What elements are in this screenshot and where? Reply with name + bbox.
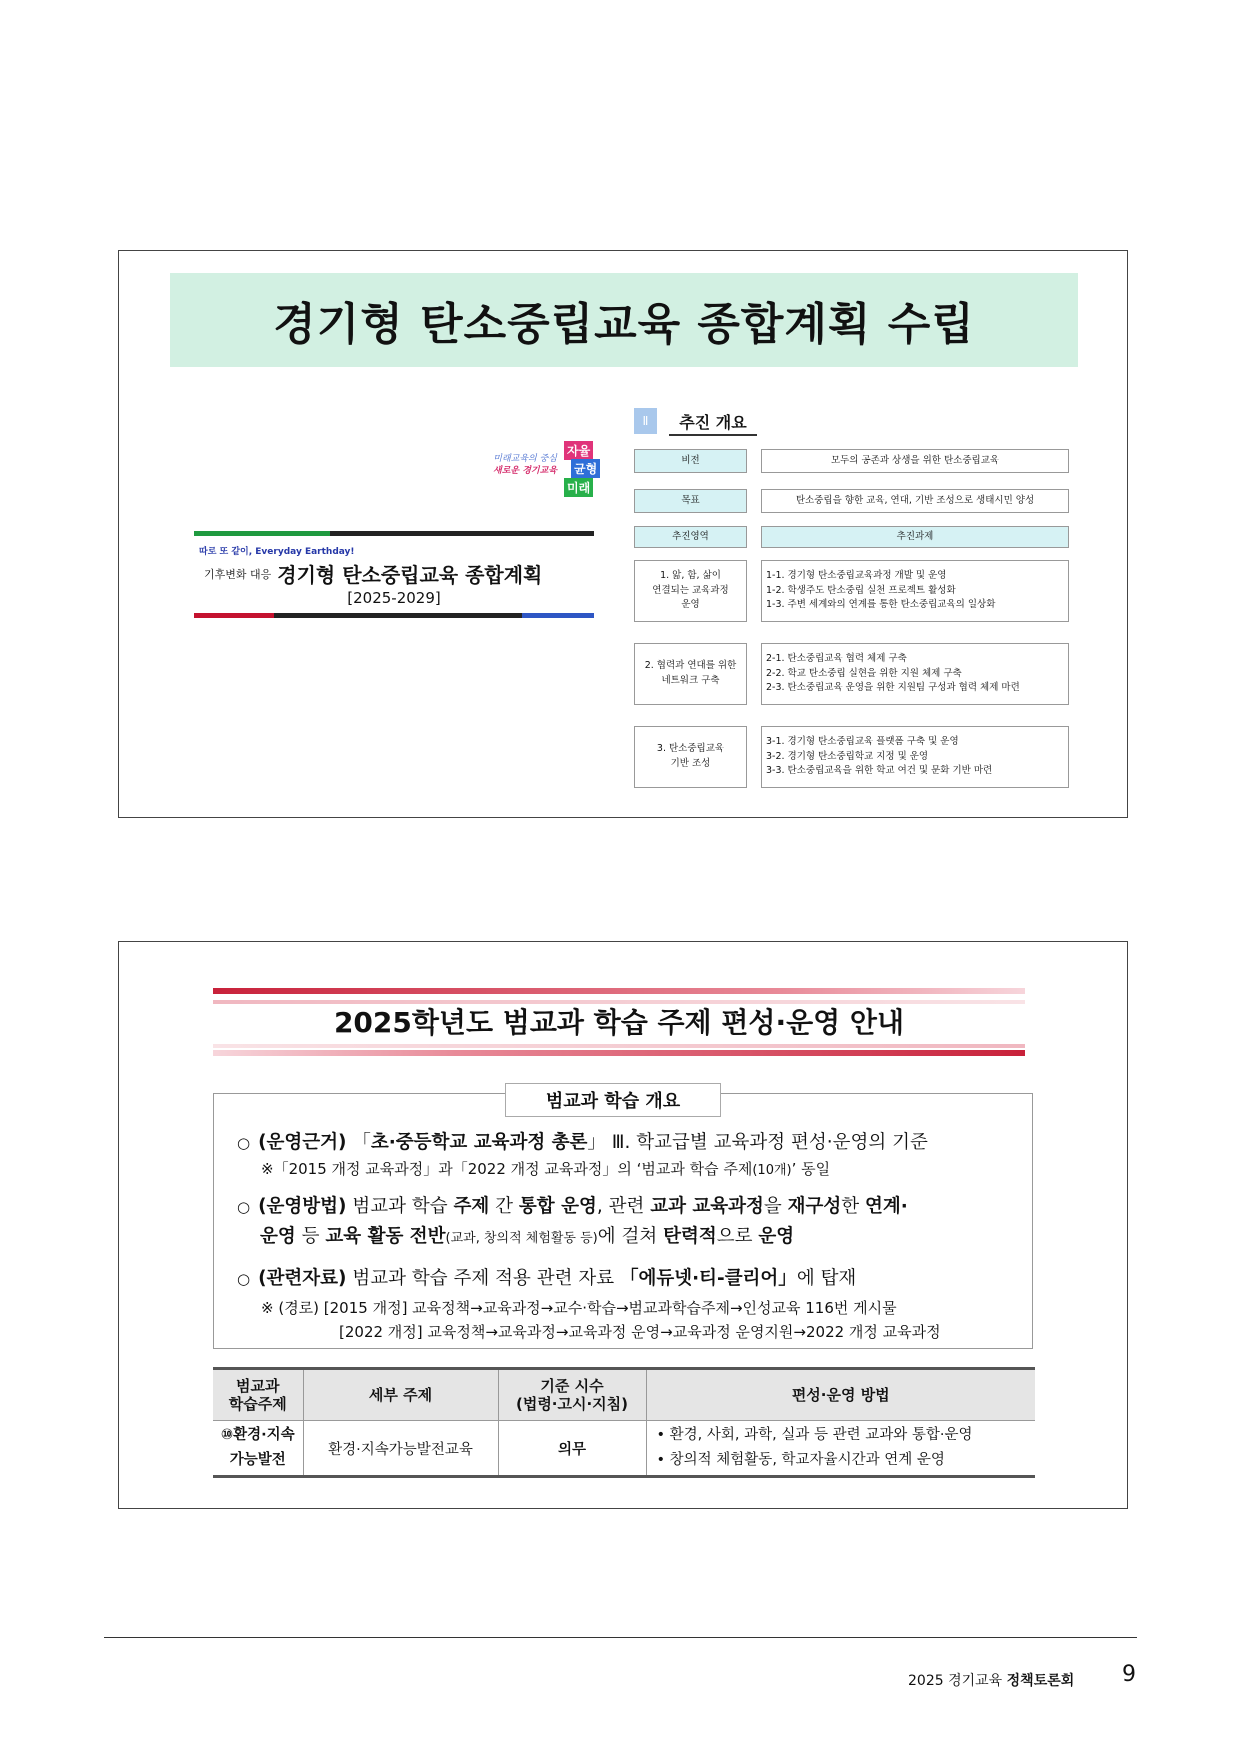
method-b6: 연계· [865, 1196, 908, 1217]
materials-t1: 범교과 학습 주제 적용 관련 자료 [346, 1268, 620, 1289]
note-count: (10개) [752, 1163, 792, 1178]
cell-detail: 환경·지속가능발전교육 [303, 1421, 498, 1477]
plan-subtitle: 기후변화 대응 [204, 567, 272, 581]
footer-org: 경기교육 [948, 1673, 1003, 1689]
method-b4: 교과 교육과정 [650, 1196, 764, 1217]
area-header: 추진영역 [634, 526, 747, 548]
bullet-method [237, 1192, 908, 1218]
bullet-materials [237, 1264, 856, 1290]
vision-label: 비전 [634, 449, 747, 473]
vision-value: 모두의 공존과 상생을 위한 탄소중립교육 [761, 449, 1069, 473]
method-t5: 한 [841, 1196, 866, 1217]
method-b5: 재구성 [787, 1196, 842, 1217]
method-c3: 교육 활동 전반 [325, 1226, 446, 1247]
method-t3: , 관련 [596, 1196, 651, 1217]
area-1: 1. 앎, 함, 삶이 연결되는 교육과정 운영 [634, 560, 747, 622]
route-2015: ※ (경로) [2015 개정] 교육정책→교육과정→교수·학습→범교과학습주제→인성교육 116번 게시물 [261, 1299, 897, 1317]
slide2-title: 2025학년도 범교과 학습 주제 편성·운영 안내 [333, 1006, 905, 1039]
slide-carbon-neutral-plan [118, 250, 1128, 818]
area-3: 3. 탄소중립교육 기반 조성 [634, 726, 747, 788]
goal-label: 목표 [634, 489, 747, 513]
materials-t2: 에 탑재 [796, 1268, 857, 1289]
bullet-marker: ○ [237, 1134, 251, 1152]
basis-label: (운영근거) [258, 1132, 347, 1153]
col-method: 편성·운영 방법 [646, 1369, 1035, 1421]
basis-rest: 」 Ⅲ. 학교급별 교육과정 편성·운영의 기준 [587, 1132, 928, 1153]
plan-cover-bottom-bar [194, 613, 594, 618]
method-c6: 탄력적 [663, 1226, 717, 1247]
plan-cover [194, 531, 594, 621]
logo-small-line2: 새로운 경기교육 [493, 466, 557, 476]
bullet-marker: ○ [237, 1198, 251, 1216]
plan-heading [204, 559, 542, 588]
logo-small-line1: 미래교육의 중심 [493, 454, 557, 464]
method-t1: 범교과 학습 [346, 1196, 454, 1217]
logo-tag-future: 미래 [564, 478, 593, 497]
title-decor-bar-bottom-light [213, 1044, 1025, 1048]
table-header-row [213, 1369, 1035, 1421]
basis-quote: 「 [352, 1132, 371, 1153]
task-3-2: 3-2. 경기형 탄소중립학교 지정 및 운영 [766, 750, 929, 762]
method-c1: 운영 [260, 1226, 296, 1247]
col-topic: 범교과 학습주제 [213, 1369, 303, 1421]
title-decor-bar-bottom [213, 1050, 1025, 1056]
note-curriculum [261, 1158, 830, 1179]
method-c5: 에 걸쳐 [597, 1226, 664, 1247]
method-t2: 간 [489, 1196, 519, 1217]
method-b3: 통합 운영 [518, 1196, 597, 1217]
section-number: Ⅱ [634, 408, 657, 434]
area-3-tasks [761, 726, 1069, 788]
bullet-marker: ○ [237, 1270, 251, 1288]
page-number: 9 [1122, 1662, 1136, 1687]
plan-years: [2025-2029] [347, 589, 441, 607]
cell-topic: ⑩환경·지속 가능발전 [213, 1421, 303, 1477]
task-3-1: 3-1. 경기형 탄소중립교육 플랫폼 구축 및 운영 [766, 735, 959, 747]
slide-cross-curricular-guide [118, 941, 1128, 1509]
task-3-3: 3-3. 탄소중립교육을 위한 학교 여건 및 문화 기반 마련 [766, 765, 993, 777]
gyeonggi-education-logo [479, 441, 619, 503]
method-label: (운영방법) [258, 1196, 347, 1217]
task-2-3: 2-3. 탄소중립교육 운영을 위한 지원팀 구성과 협력 체제 마련 [766, 682, 1020, 694]
bullet-basis [237, 1128, 928, 1154]
route-2022: [2022 개정] 교육정책→교육과정→교육과정 운영→교육과정 운영지원→2022 개정 교육과정 [339, 1323, 941, 1341]
plan-cover-top-bar [194, 531, 594, 536]
method-c7: 으로 [716, 1226, 759, 1247]
footer-divider [104, 1637, 1137, 1638]
task-1-1: 1-1. 경기형 탄소중립교육과정 개발 및 운영 [766, 569, 947, 581]
cell-method [646, 1421, 1035, 1477]
col-hours: 기준 시수 (법령·고시·지침) [498, 1369, 646, 1421]
task-header: 추진과제 [761, 526, 1069, 548]
goal-value: 탄소중립을 향한 교육, 연대, 기반 조성으로 생태시민 양성 [761, 489, 1069, 513]
table-row [213, 1421, 1035, 1477]
area-1-tasks [761, 560, 1069, 622]
method-c8: 운영 [758, 1226, 795, 1247]
task-1-3: 1-3. 주변 세계와의 연계를 통한 탄소중립교육의 일상화 [766, 599, 996, 611]
title-decor-bar-top-light [213, 1000, 1025, 1004]
area-2: 2. 협력과 연대를 위한 네트워크 구축 [634, 643, 747, 705]
title-decor-bar-top [213, 988, 1025, 994]
section-title: 추진 개요 [669, 408, 757, 436]
overview-title: 범교과 학습 개요 [505, 1083, 721, 1117]
method-t4: 을 [763, 1196, 788, 1217]
task-1-2: 1-2. 학생주도 탄소중립 실천 프로젝트 활성화 [766, 584, 956, 596]
plan-title: 경기형 탄소중립교육 종합계획 [277, 563, 543, 587]
method-item-1: • 환경, 사회, 과학, 실과 등 관련 교과와 통합·운영 [656, 1427, 973, 1444]
slide1-title: 경기형 탄소중립교육 종합계획 수립 [170, 273, 1078, 367]
note-text: ※「2015 개정 교육과정」과「2022 개정 교육과정」의 ‘범교과 학습 주제 [261, 1160, 753, 1178]
bullet-method-cont [260, 1222, 794, 1248]
logo-tag-balance: 균형 [571, 459, 600, 478]
method-c4: (교과, 창의적 체험활동 등) [445, 1231, 598, 1246]
footer-event: 정책토론회 [1006, 1673, 1075, 1689]
footer-text [908, 1670, 1074, 1690]
materials-site: 「에듀넷·티-클리어」 [620, 1268, 797, 1289]
basis-doc: 초·중등학교 교육과정 총론 [370, 1132, 588, 1153]
task-2-1: 2-1. 탄소중립교육 협력 체제 구축 [766, 652, 907, 664]
cell-hours: 의무 [498, 1421, 646, 1477]
materials-label: (관련자료) [258, 1268, 347, 1289]
method-c2: 등 [295, 1226, 326, 1247]
footer-year: 2025 [908, 1673, 944, 1689]
method-b2: 주제 [453, 1196, 490, 1217]
logo-tag-autonomy: 자율 [564, 441, 593, 460]
task-2-2: 2-2. 학교 탄소중립 실현을 위한 지원 체제 구축 [766, 667, 962, 679]
plan-slogan: 따로 또 같이, Everyday Earthday! [199, 547, 355, 557]
topic-table [213, 1367, 1035, 1478]
method-item-2: • 창의적 체험활동, 학교자율시간과 연계 운영 [656, 1452, 945, 1468]
col-detail: 세부 주제 [303, 1369, 498, 1421]
area-2-tasks [761, 643, 1069, 705]
note-end: ’ 동일 [791, 1160, 831, 1178]
